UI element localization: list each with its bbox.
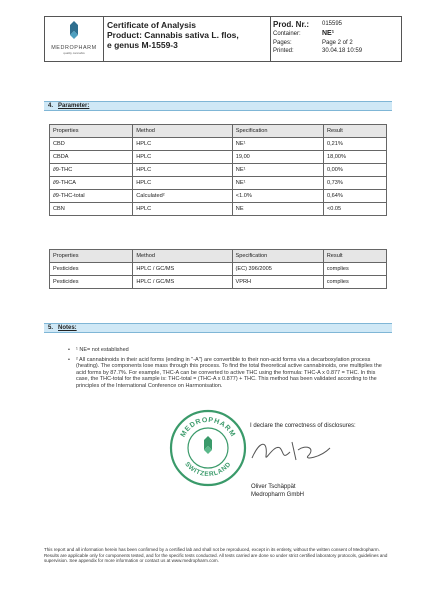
header-cell: Result [323, 125, 386, 138]
cell: 0,64% [323, 190, 386, 203]
section-number: 5. [48, 325, 54, 331]
certificate-title: Certificate of Analysis [107, 20, 196, 30]
table-row [50, 151, 387, 164]
header-cell: Specification [232, 250, 323, 263]
cell: HPLC / GC/MS [133, 263, 232, 276]
signer-block [251, 484, 304, 499]
cell: <0.05 [323, 203, 386, 216]
cell: NE [232, 203, 323, 216]
meta-prod-nr: Prod. Nr.: 015595 [273, 20, 343, 29]
cell: Calculated² [133, 190, 233, 203]
signer-company: Medropharm GmbH [251, 491, 305, 498]
svg-text:SWITZERLAND: SWITZERLAND [183, 460, 233, 479]
svg-text:MEDROPHARM: MEDROPHARM [179, 416, 237, 439]
cell: HPLC [133, 164, 233, 177]
parameter-table [49, 124, 387, 216]
cell: 0,00% [323, 164, 386, 177]
footer-disclaimer: This report and all information herein has been confirmed by a certified lab and shall not be reproduced, except in its entirety, without the written consent of Medropharm. Results are applicable only for components tested, and for the specific tests conducted. All tests carried are done so under strict certified laboratory protocols, guidelines and supervision. See appendix for more information or contact us at www.medropharm.com. [44, 547, 388, 564]
cell: CBDA [50, 151, 133, 164]
cell: Pesticides [50, 276, 133, 289]
cell: 19,00 [232, 151, 323, 164]
cell: NE¹ [232, 164, 323, 177]
product-line-2: e genus M-1559-3 [107, 40, 178, 50]
cell: 0,21% [323, 138, 386, 151]
meta-pages: Pages: Page 2 of 2 [273, 39, 353, 46]
signer-name: Oliver Tschäppät [251, 484, 296, 490]
cell: 0,73% [323, 177, 386, 190]
bullet-icon: • [68, 347, 70, 353]
table-row [50, 138, 387, 151]
note-text: ² All cannabinoids in their acid forms (ending in "-A") are convertible to their non-acid forms via a decarboxylation process (heating). The components lose mass through this process. To find the total theoretical active cannabinoids, one multiplies the acid forms by 87.7%. For example, THC-A can be converted to active THC using the formula: THC-A x 0.877 = THC. In this case, the THC-total for the sample is: THC-total = (THC-A x 0.877) + THC. This method has been validated according to the principles of the International Conference on Harmonisation. [76, 356, 382, 389]
header-cell: Properties [50, 125, 133, 138]
signature-icon [246, 430, 336, 470]
table-row [50, 177, 387, 190]
cell: VPRH [232, 276, 323, 289]
meta-container: Container: NE¹ [273, 30, 335, 37]
notes-list [68, 347, 386, 393]
product-line-1: Product: Cannabis sativa L. flos, [107, 30, 239, 40]
logo-tagline: quality cannabis [63, 51, 85, 55]
header-cell: Properties [50, 250, 133, 263]
table-row [50, 164, 387, 177]
medropharm-logo-icon [45, 17, 103, 61]
document-header [44, 16, 402, 62]
table-header-row [50, 250, 387, 263]
cell: ∂9-THC [50, 164, 133, 177]
meta-printed: Printed: 30.04.18 10:59 [273, 48, 363, 54]
section-number: 4. [48, 103, 54, 109]
section-parameter-bar [44, 101, 392, 111]
logo-wordmark: MEDROPHARM [51, 45, 97, 51]
table-header-row [50, 125, 387, 138]
section-title: Notes: [58, 325, 77, 331]
cell: CBN [50, 203, 133, 216]
header-cell: Specification [232, 125, 323, 138]
note-text: ¹ NE= not established [76, 347, 129, 353]
table-row [50, 263, 387, 276]
cell: 18,00% [323, 151, 386, 164]
cell: HPLC / GC/MS [133, 276, 232, 289]
cell: HPLC [133, 203, 233, 216]
cell: HPLC [133, 151, 233, 164]
logo-cell [45, 17, 104, 61]
note-item [68, 357, 386, 390]
cell: (EC) 396/2005 [232, 263, 323, 276]
cell: <1.0% [232, 190, 323, 203]
meta-cell [270, 17, 401, 61]
cell: complies [323, 276, 386, 289]
section-title: Parameter: [58, 103, 90, 109]
cell: ∂9-THC-total [50, 190, 133, 203]
cell: HPLC [133, 138, 233, 151]
cell: Pesticides [50, 263, 133, 276]
cell: NE¹ [232, 138, 323, 151]
cell: HPLC [133, 177, 233, 190]
cell: complies [323, 263, 386, 276]
company-seal-stamp-icon [168, 408, 248, 488]
header-cell: Method [133, 250, 232, 263]
table-row [50, 276, 387, 289]
title-cell [103, 17, 271, 61]
header-cell: Result [323, 250, 386, 263]
section-notes-bar [44, 323, 392, 333]
cell: NE¹ [232, 177, 323, 190]
note-item [68, 347, 386, 354]
header-cell: Method [133, 125, 233, 138]
pesticide-table [49, 249, 387, 289]
cell: ∂9-THCA [50, 177, 133, 190]
bullet-icon: • [68, 356, 70, 363]
table-row [50, 190, 387, 203]
table-row [50, 203, 387, 216]
cell: CBD [50, 138, 133, 151]
declaration-text: I declare the correctness of disclosures: [250, 423, 356, 429]
